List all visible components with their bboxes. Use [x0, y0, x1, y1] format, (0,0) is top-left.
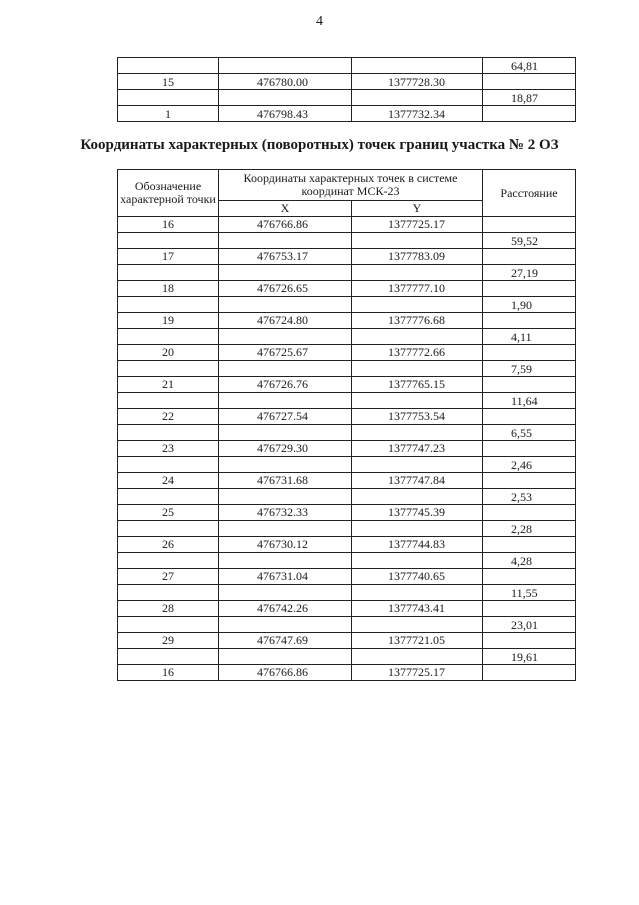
empty-cell: [352, 361, 483, 377]
point-number-cell: 25: [118, 505, 219, 521]
distance-cell: 59,52: [483, 233, 576, 249]
empty-cell: [352, 233, 483, 249]
empty-cell: [118, 361, 219, 377]
section-title: Координаты характерных (поворотных) точек границ участка № 2 ОЗ: [80, 137, 559, 153]
empty-cell: [219, 489, 352, 505]
point-number-cell: 22: [118, 409, 219, 425]
distance-row: [118, 90, 576, 106]
distance-row: [118, 393, 576, 409]
continued-coordinates-table: [117, 57, 576, 122]
point-number-cell: 16: [118, 665, 219, 681]
point-number-cell: 16: [118, 217, 219, 233]
empty-cell: [118, 553, 219, 569]
distance-cell: [483, 473, 576, 489]
empty-cell: [219, 393, 352, 409]
empty-cell: [219, 329, 352, 345]
distance-cell: [483, 633, 576, 649]
distance-row: [118, 457, 576, 473]
y-coordinate-cell: 1377725.17: [352, 217, 483, 233]
point-number-cell: 15: [118, 74, 219, 90]
header-x: X: [219, 201, 352, 217]
table-row: [118, 569, 576, 585]
distance-cell: 1,90: [483, 297, 576, 313]
empty-cell: [118, 265, 219, 281]
y-coordinate-cell: 1377747.23: [352, 441, 483, 457]
header-point-name: Обозначение характерной точки: [118, 170, 219, 217]
empty-cell: [118, 585, 219, 601]
empty-cell: [352, 393, 483, 409]
distance-cell: 2,53: [483, 489, 576, 505]
distance-cell: [483, 106, 576, 122]
header-coordinates: Координаты характерных точек в системе координат МСК-23: [219, 170, 483, 201]
table-row: [118, 601, 576, 617]
point-number-cell: 18: [118, 281, 219, 297]
y-coordinate-cell: 1377765.15: [352, 377, 483, 393]
y-coordinate-cell: 1377732.34: [352, 106, 483, 122]
header-y: Y: [352, 201, 483, 217]
table-row: [118, 473, 576, 489]
point-number-cell: 27: [118, 569, 219, 585]
y-coordinate-cell: 1377745.39: [352, 505, 483, 521]
empty-cell: [118, 393, 219, 409]
x-coordinate-cell: 476726.65: [219, 281, 352, 297]
distance-cell: 2,46: [483, 457, 576, 473]
empty-cell: [118, 617, 219, 633]
empty-cell: [118, 649, 219, 665]
distance-cell: 7,59: [483, 361, 576, 377]
point-number-cell: 29: [118, 633, 219, 649]
y-coordinate-cell: 1377728.30: [352, 74, 483, 90]
header-distance: Расстояние: [483, 170, 576, 217]
distance-row: [118, 58, 576, 74]
y-coordinate-cell: 1377721.05: [352, 633, 483, 649]
point-number-cell: 28: [118, 601, 219, 617]
distance-row: [118, 329, 576, 345]
x-coordinate-cell: 476730.12: [219, 537, 352, 553]
empty-cell: [219, 361, 352, 377]
empty-cell: [118, 425, 219, 441]
table-row: [118, 537, 576, 553]
empty-cell: [352, 297, 483, 313]
point-number-cell: 23: [118, 441, 219, 457]
distance-cell: 64,81: [483, 58, 576, 74]
x-coordinate-cell: 476766.86: [219, 665, 352, 681]
distance-cell: 2,28: [483, 521, 576, 537]
x-coordinate-cell: 476727.54: [219, 409, 352, 425]
distance-cell: 23,01: [483, 617, 576, 633]
distance-cell: [483, 313, 576, 329]
x-coordinate-cell: 476724.80: [219, 313, 352, 329]
x-coordinate-cell: 476725.67: [219, 345, 352, 361]
page-number: 4: [316, 14, 323, 29]
empty-cell: [352, 553, 483, 569]
empty-cell: [219, 585, 352, 601]
x-coordinate-cell: 476766.86: [219, 217, 352, 233]
y-coordinate-cell: 1377753.54: [352, 409, 483, 425]
empty-cell: [219, 58, 352, 74]
distance-cell: 18,87: [483, 90, 576, 106]
table-row: [118, 217, 576, 233]
empty-cell: [118, 90, 219, 106]
y-coordinate-cell: 1377777.10: [352, 281, 483, 297]
y-coordinate-cell: 1377740.65: [352, 569, 483, 585]
point-number-cell: 1: [118, 106, 219, 122]
point-number-cell: 19: [118, 313, 219, 329]
point-number-cell: 17: [118, 249, 219, 265]
table-row: [118, 633, 576, 649]
table-row: [118, 249, 576, 265]
empty-cell: [352, 329, 483, 345]
distance-row: [118, 553, 576, 569]
y-coordinate-cell: 1377743.41: [352, 601, 483, 617]
distance-row: [118, 297, 576, 313]
x-coordinate-cell: 476753.17: [219, 249, 352, 265]
distance-cell: [483, 217, 576, 233]
empty-cell: [352, 425, 483, 441]
x-coordinate-cell: 476798.43: [219, 106, 352, 122]
table-row: [118, 345, 576, 361]
point-number-cell: 24: [118, 473, 219, 489]
empty-cell: [219, 457, 352, 473]
empty-cell: [118, 457, 219, 473]
empty-cell: [352, 457, 483, 473]
empty-cell: [219, 649, 352, 665]
table-row: [118, 74, 576, 90]
distance-cell: [483, 537, 576, 553]
table-row: [118, 313, 576, 329]
empty-cell: [352, 58, 483, 74]
distance-cell: [483, 569, 576, 585]
distance-cell: [483, 441, 576, 457]
distance-row: [118, 521, 576, 537]
table-row: [118, 441, 576, 457]
empty-cell: [219, 425, 352, 441]
distance-cell: 6,55: [483, 425, 576, 441]
empty-cell: [219, 233, 352, 249]
x-coordinate-cell: 476731.68: [219, 473, 352, 489]
coordinates-table: [117, 169, 576, 681]
distance-cell: [483, 249, 576, 265]
empty-cell: [352, 617, 483, 633]
table-row: [118, 377, 576, 393]
table-row: [118, 665, 576, 681]
x-coordinate-cell: 476742.26: [219, 601, 352, 617]
distance-row: [118, 233, 576, 249]
distance-row: [118, 649, 576, 665]
empty-cell: [219, 297, 352, 313]
x-coordinate-cell: 476729.30: [219, 441, 352, 457]
empty-cell: [118, 233, 219, 249]
distance-cell: [483, 601, 576, 617]
y-coordinate-cell: 1377725.17: [352, 665, 483, 681]
empty-cell: [352, 90, 483, 106]
empty-cell: [352, 521, 483, 537]
empty-cell: [352, 649, 483, 665]
distance-cell: [483, 74, 576, 90]
empty-cell: [352, 585, 483, 601]
distance-cell: 11,55: [483, 585, 576, 601]
distance-cell: 11,64: [483, 393, 576, 409]
x-coordinate-cell: 476780.00: [219, 74, 352, 90]
x-coordinate-cell: 476732.33: [219, 505, 352, 521]
distance-cell: 4,11: [483, 329, 576, 345]
empty-cell: [118, 58, 219, 74]
table-row: [118, 505, 576, 521]
distance-cell: [483, 281, 576, 297]
x-coordinate-cell: 476726.76: [219, 377, 352, 393]
y-coordinate-cell: 1377747.84: [352, 473, 483, 489]
empty-cell: [118, 329, 219, 345]
empty-cell: [219, 617, 352, 633]
empty-cell: [219, 265, 352, 281]
x-coordinate-cell: 476747.69: [219, 633, 352, 649]
table-header-row: [118, 170, 576, 201]
point-number-cell: 26: [118, 537, 219, 553]
empty-cell: [352, 489, 483, 505]
y-coordinate-cell: 1377783.09: [352, 249, 483, 265]
empty-cell: [219, 521, 352, 537]
y-coordinate-cell: 1377776.68: [352, 313, 483, 329]
point-number-cell: 21: [118, 377, 219, 393]
distance-cell: [483, 505, 576, 521]
point-number-cell: 20: [118, 345, 219, 361]
distance-row: [118, 617, 576, 633]
distance-cell: 19,61: [483, 649, 576, 665]
table-row: [118, 106, 576, 122]
table-row: [118, 409, 576, 425]
distance-cell: [483, 345, 576, 361]
distance-row: [118, 489, 576, 505]
distance-row: [118, 361, 576, 377]
table-row: [118, 281, 576, 297]
empty-cell: [219, 90, 352, 106]
distance-cell: 4,28: [483, 553, 576, 569]
distance-cell: [483, 665, 576, 681]
empty-cell: [118, 489, 219, 505]
distance-cell: [483, 409, 576, 425]
distance-cell: [483, 377, 576, 393]
empty-cell: [352, 265, 483, 281]
y-coordinate-cell: 1377744.83: [352, 537, 483, 553]
empty-cell: [118, 297, 219, 313]
distance-row: [118, 585, 576, 601]
x-coordinate-cell: 476731.04: [219, 569, 352, 585]
distance-row: [118, 425, 576, 441]
empty-cell: [219, 553, 352, 569]
distance-row: [118, 265, 576, 281]
y-coordinate-cell: 1377772.66: [352, 345, 483, 361]
distance-cell: 27,19: [483, 265, 576, 281]
empty-cell: [118, 521, 219, 537]
